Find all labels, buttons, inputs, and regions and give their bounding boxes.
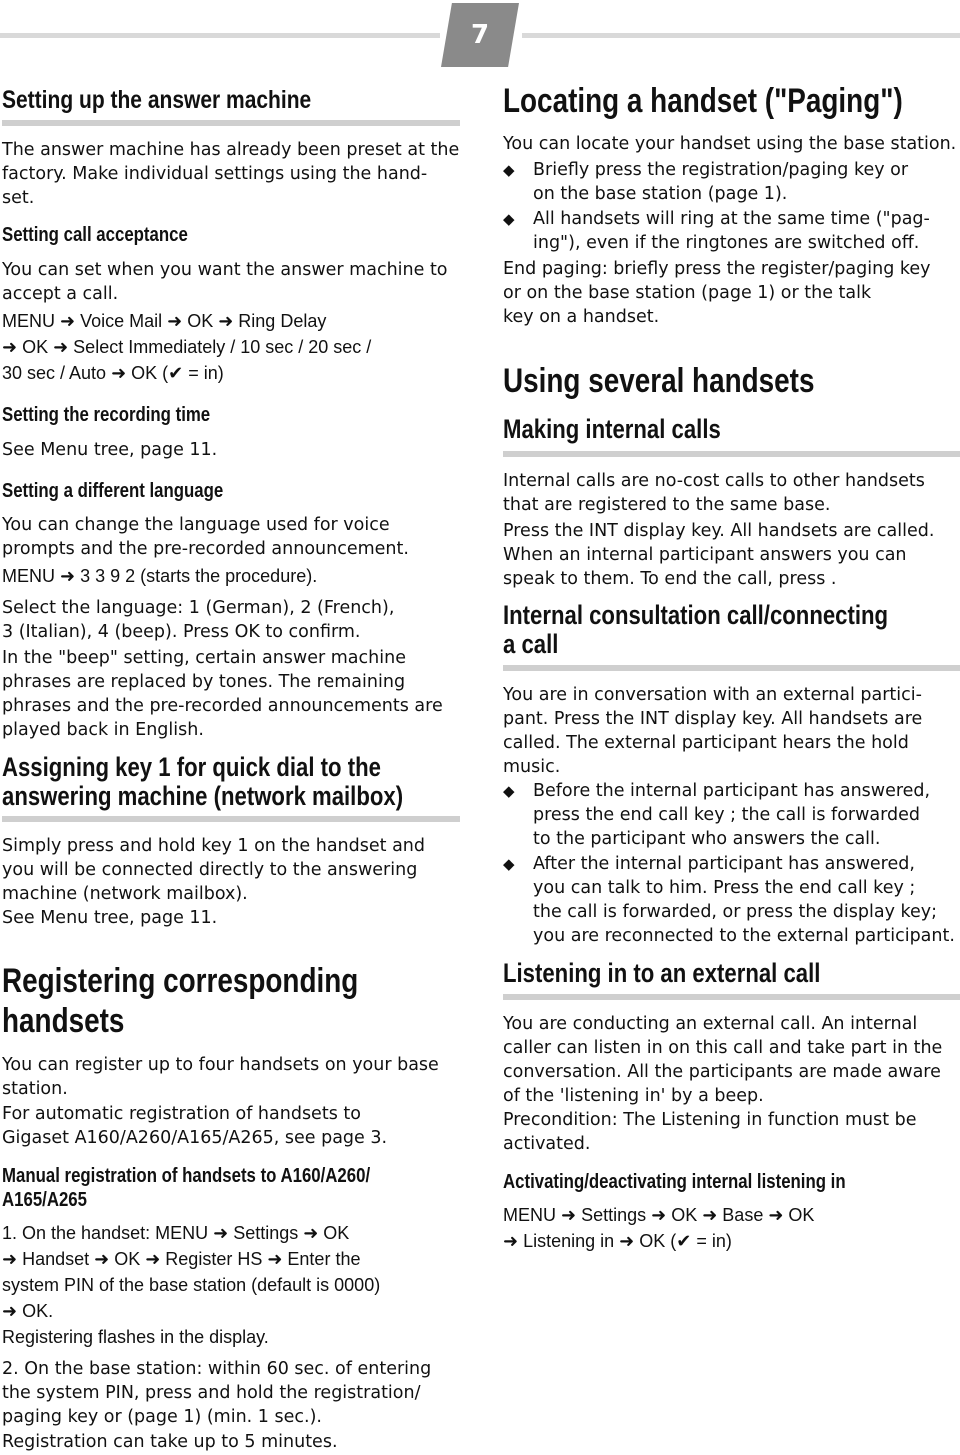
subheading-consultation: Internal consultation call/connecting [503,600,889,630]
paragraph: speak to them. To end the call, press . [503,569,837,589]
subheading-manual-registration: Manual registration of handsets to A160/A260/ [2,1165,371,1187]
paragraph: phrases are replaced by tones. The remaining [2,672,406,692]
bullet-diamond-icon: ◆ [503,782,515,800]
bullet-text: you are reconnected to the external participant. [533,926,955,946]
paragraph: called. The external participant hears the hold [503,733,909,753]
heading-answer-machine: Setting up the answer machine [2,86,312,114]
paragraph: activated. [503,1134,591,1154]
header-rule-right [522,33,960,38]
paragraph: that are registered to the same base. [503,495,831,515]
step-handset: system PIN of the base station (default is 0000) [2,1275,381,1295]
paragraph: The answer machine has already been preset at the [2,140,460,160]
paragraph: You are conducting an external call. An internal [503,1014,918,1034]
paragraph: Select the language: 1 (German), 2 (French), [2,598,395,618]
paragraph: You can register up to four handsets on your base [2,1055,439,1075]
bullet-diamond-icon: ◆ [503,855,515,873]
step-flash-note: Registering flashes in the display. [2,1327,269,1347]
bullet-text: After the internal participant has answered, [533,854,915,874]
subheading-language: Setting a different language [2,480,224,502]
paragraph: When an internal participant answers you can [503,545,907,565]
paragraph: of the 'listening in' by a beep. [503,1086,764,1106]
paragraph: Press the INT display key. All handsets are called. [503,521,935,541]
paragraph: caller can listen in on this call and take part in the [503,1038,943,1058]
menu-path: ➜ OK ➜ Select Immediately / 10 sec / 20 sec / [2,337,372,357]
bullet-diamond-icon: ◆ [503,210,515,228]
bullet-text: you can talk to him. Press the end call key ; [533,878,916,898]
subheading-activate-listening: Activating/deactivating internal listening in [503,1171,846,1193]
paragraph: or on the base station (page 1) or the talk [503,283,872,303]
subheading-recording-time: Setting the recording time [2,404,211,426]
paragraph: For automatic registration of handsets to [2,1104,361,1124]
paragraph: accept a call. [2,284,119,304]
step-base-station: the system PIN, press and hold the registration/ [2,1383,421,1403]
paragraph: conversation. All the participants are made aware [503,1062,941,1082]
heading-rule [503,451,960,457]
step-base-station: paging key or (page 1) (min. 1 sec.). [2,1407,322,1427]
step-handset: ➜ OK. [2,1301,54,1321]
heading-rule [503,665,960,671]
header-rule-left [0,33,440,38]
paragraph: played back in English. [2,720,204,740]
paragraph: See Menu tree, page 11. [2,908,218,928]
heading-rule [2,120,460,126]
paragraph: station. [2,1079,68,1099]
menu-path: MENU ➜ Voice Mail ➜ OK ➜ Ring Delay [2,311,327,331]
subheading-call-acceptance: Setting call acceptance [2,224,188,246]
menu-path: MENU ➜ 3 3 9 2 (starts the procedure). [2,566,318,586]
heading-rule [503,994,960,1000]
page-number: 7 [470,20,490,50]
paragraph: Internal calls are no-cost calls to other handsets [503,471,925,491]
subheading-listening-in: Listening in to an external call [503,958,821,988]
bullet-text: press the end call key ; the call is forwarded [533,805,921,825]
bullet-text: All handsets will ring at the same time ("pag- [533,209,930,229]
heading-registering-handsets: handsets [2,1002,125,1040]
heading-several-handsets: Using several handsets [503,362,815,400]
paragraph: Simply press and hold key 1 on the handset and [2,836,425,856]
paragraph: prompts and the pre-recorded announcement. [2,539,409,559]
heading-quick-dial: Assigning key 1 for quick dial to the [2,752,381,782]
heading-rule [2,816,460,822]
step-handset: ➜ Handset ➜ OK ➜ Register HS ➜ Enter the [2,1249,361,1269]
paragraph: you will be connected directly to the answering [2,860,418,880]
bullet-text: the call is forwarded, or press the display key; [533,902,938,922]
paragraph: factory. Make individual settings using the hand- [2,164,428,184]
bullet-diamond-icon: ◆ [503,161,515,179]
bullet-text: ing"), even if the ringtones are switched off. [533,233,920,253]
paragraph: You can set when you want the answer machine to [2,260,448,280]
paragraph: phrases and the pre-recorded announcements are [2,696,443,716]
paragraph: You can change the language used for voice [2,515,390,535]
paragraph: Precondition: The Listening in function must be [503,1110,917,1130]
paragraph: set. [2,188,35,208]
heading-paging: Locating a handset ("Paging") [503,82,903,120]
paragraph: You can locate your handset using the base station. [503,134,957,154]
bullet-text: to the participant who answers the call. [533,829,881,849]
step-base-station: Registration can take up to 5 minutes. [2,1432,338,1452]
paragraph: key on a handset. [503,307,660,327]
subheading-internal-calls: Making internal calls [503,414,721,444]
menu-path: ➜ Listening in ➜ OK (✔ = in) [503,1231,732,1251]
paragraph: pant. Press the INT display key. All handsets are [503,709,923,729]
bullet-text: on the base station (page 1). [533,184,788,204]
paragraph: In the "beep" setting, certain answer machine [2,648,406,668]
step-handset: 1. On the handset: MENU ➜ Settings ➜ OK [2,1223,350,1243]
paragraph: 3 (Italian), 4 (beep). Press OK to confirm. [2,622,361,642]
menu-path: MENU ➜ Settings ➜ OK ➜ Base ➜ OK [503,1205,815,1225]
subheading-consultation: a call [503,629,559,659]
bullet-text: Briefly press the registration/paging key or [533,160,909,180]
menu-path: 30 sec / Auto ➜ OK (✔ = in) [2,363,224,383]
paragraph: See Menu tree, page 11. [2,440,218,460]
paragraph: machine (network mailbox). [2,884,248,904]
step-base-station: 2. On the base station: within 60 sec. of entering [2,1359,432,1379]
paragraph: Gigaset A160/A260/A165/A265, see page 3. [2,1128,388,1148]
paragraph: End paging: briefly press the register/paging key [503,259,931,279]
bullet-text: Before the internal participant has answered, [533,781,931,801]
heading-quick-dial: answering machine (network mailbox) [2,781,404,811]
heading-registering-handsets: Registering corresponding [2,962,359,1000]
paragraph: You are in conversation with an external partici- [503,685,922,705]
paragraph: music. [503,757,561,777]
subheading-manual-registration: A165/A265 [2,1189,87,1211]
